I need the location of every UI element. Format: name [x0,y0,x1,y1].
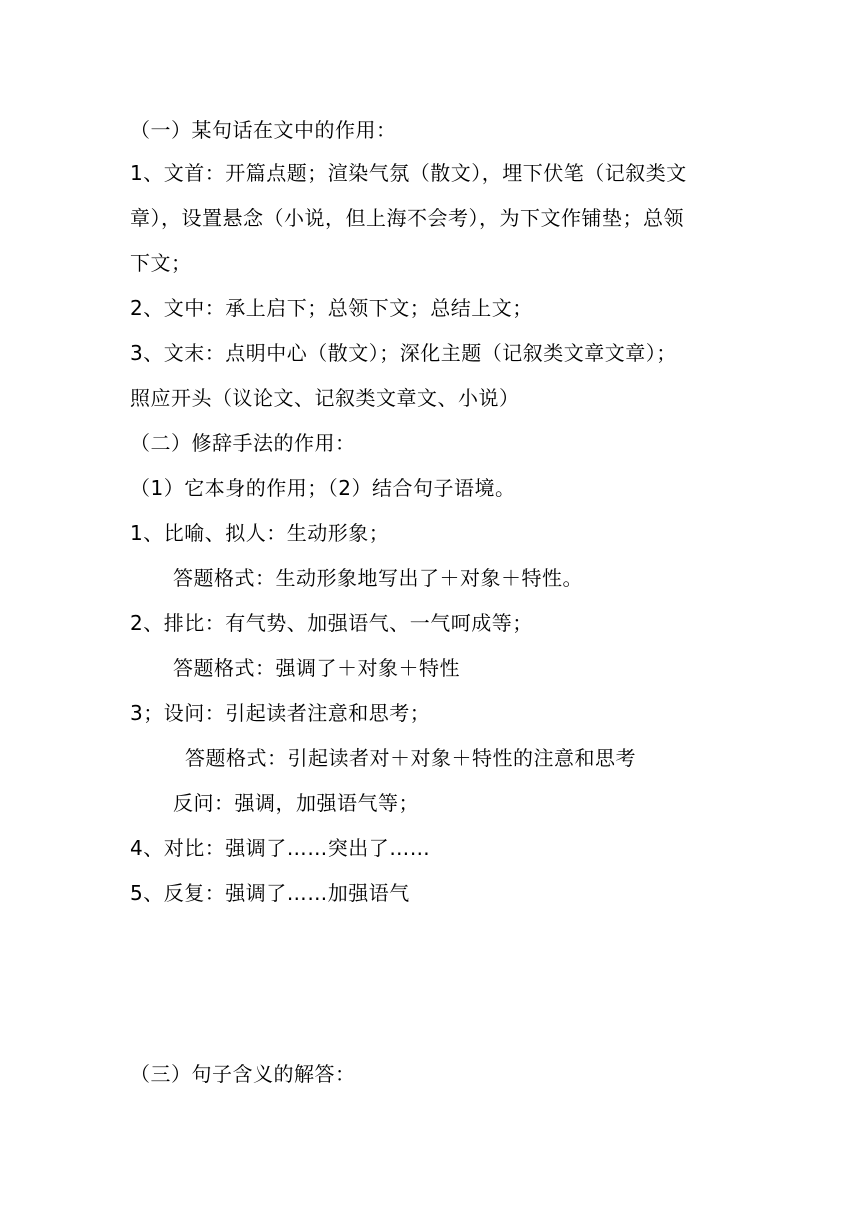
section-2-item-1-format: 答题格式：生动形象地写出了＋对象＋特性。 [173,566,583,590]
section-2-item-3: 3；设问：引起读者注意和思考； [130,701,431,725]
section-2-heading: （二）修辞手法的作用： [130,431,356,455]
section-2-item-5: 5、反复：强调了……加强语气 [130,881,410,905]
section-1-item-3-line-1: 3、文末：点明中心（散文）；深化主题（记叙类文章文章）； [130,341,677,365]
section-1-heading: （一）某句话在文中的作用： [130,118,397,142]
section-2-item-2-format: 答题格式：强调了＋对象＋特性 [173,656,460,680]
section-1-item-3-line-2: 照应开头（议论文、记叙类文章文、小说） [130,386,520,410]
section-2-item-3-format: 答题格式：引起读者对＋对象＋特性的注意和思考 [185,746,636,770]
section-1-item-2: 2、文中：承上启下；总领下文；总结上文； [130,296,533,320]
section-3-heading: （三）句子含义的解答： [130,1062,356,1086]
section-2-item-4: 4、对比：强调了……突出了…… [130,836,431,860]
section-2-item-1: 1、比喻、拟人：生动形象； [130,521,390,545]
section-1-item-1-line-2: 章），设置悬念（小说，但上海不会考），为下文作铺垫；总领 [130,206,684,230]
section-1-item-1-line-1: 1、文首：开篇点题；渲染气氛（散文），埋下伏笔（记叙类文 [130,161,687,185]
section-2-item-2: 2、排比：有气势、加强语气、一气呵成等； [130,611,533,635]
section-2-intro: （1）它本身的作用；（2）结合句子语境。 [130,476,516,500]
section-1-item-1-line-3: 下文； [130,251,192,275]
section-2-item-3-extra: 反问：强调，加强语气等； [173,791,419,815]
